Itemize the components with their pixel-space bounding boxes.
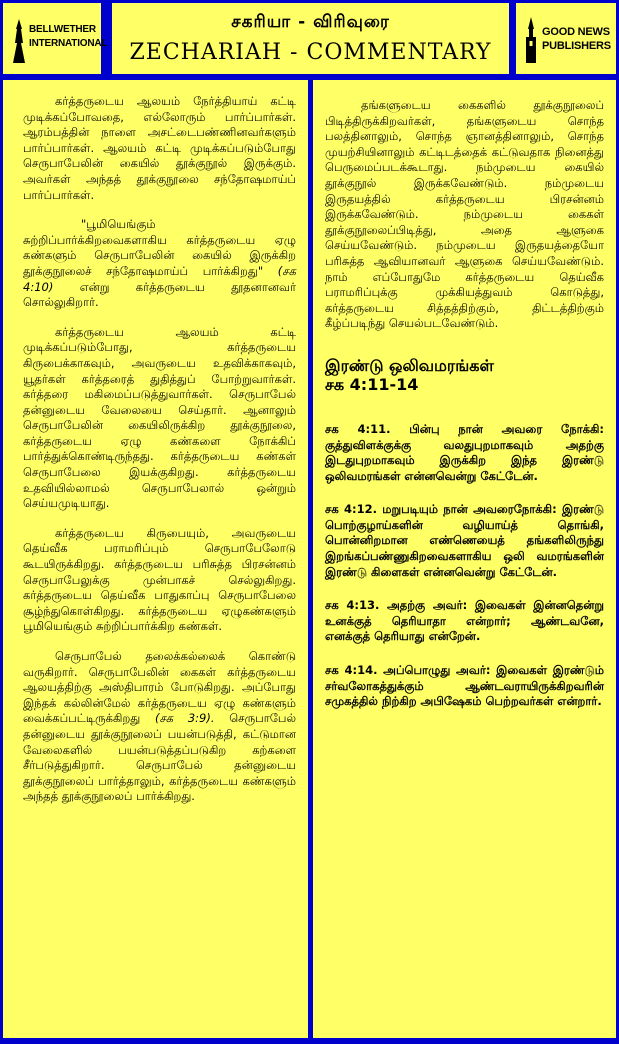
paragraph: கர்த்தருடைய ஆலயம் நேர்த்தியாய் கட்டி முடிக்கப்போவதை, எல்லோரும் பார்ப்பார்கள். ஆரம்பத்தின் நாளை அசட்டைபண்ணினவர்களும் பார்ப்பார்கள். ஆலயம் கட்டி முடிக்கப்படும்போது செருபாபேலின் கையில் தூக்குநூல் இருக்கும். அவர்கள் அந்தத் தூக்குநூலை சந்தோஷமாய்ப் பார்ப்பார்கள். — [23, 94, 296, 202]
verse-4-13: சக 4:13. அதற்கு அவர்: இவைகள் இன்னதென்று உனக்குத் தெரியாதா என்றார்; ஆண்டவனே, எனக்குத் தெரியாது என்றேன். — [325, 598, 604, 644]
right-column — [313, 80, 616, 1038]
title-tamil: சகரியா - விரிவுரை — [231, 12, 390, 32]
title-english: ZECHARIAH - COMMENTARY — [129, 40, 492, 65]
logo-text-line1: BELLWETHER — [29, 24, 96, 35]
good-news-logo — [516, 3, 616, 74]
paragraph: செருபாபேல் தலைக்கல்லைக் கொண்டு வருகிறார். செருபாபேலின் கைகள் கர்த்தருடைய ஆலயத்திற்கு அஸ்திபாரம் போடுகிறது. அப்போது இந்தக் கல்லின்மேல் கர்த்தருடைய ஏழு கண்களும் வைக்கப்பட்டிருக்கிறது (சக 3:9). செருபாபேல் தன்னுடைய தூக்குநூலைப் பயன்படுத்தி, கட்டுமான வேலைகளில் பயன்படுத்தப்படுகிற கற்களை சீர்படுத்துகிறார். செருபாபேல் தன்னுடைய தூக்குநூலைப் பார்த்தாலும், கர்த்தருடைய கண்களும் அந்தத் தூக்குநூலைப் பார்க்கிறது. — [23, 649, 296, 804]
church-tower-icon — [522, 17, 540, 63]
bellwether-logo — [3, 3, 108, 74]
verse-4-14: சக 4:14. அப்பொழுது அவர்: இவைகள் இரண்டும் சர்வலோகத்துக்கும் ஆண்டவராயிருக்கிறவரின் சமுகத்தில் நிற்கிற அபிஷேகம் பெற்றவர்கள் என்றார். — [325, 663, 604, 709]
scripture-reference: (சக 4:10) — [23, 263, 296, 294]
section-heading-title: இரண்டு ஒலிவமரங்கள் — [325, 355, 494, 375]
logo-text-line1: GOOD NEWS — [542, 26, 610, 38]
verse-4-11: சக 4:11. பின்பு நான் அவரை நோக்கி: குத்துவிளக்குக்கு வலதுபுறமாகவும் அதற்கு இடதுபுறமாகவும் இருக்கிற இந்த இரண்டு ஒலிவமரங்கள் என்னவென்று கேட்டேன். — [325, 421, 604, 483]
verse-4-12: சக 4:12. மறுபடியும் நான் அவரைநோக்கி: இரண்டு பொற்குழாய்களின் வழியாய்த் தொங்கி, பொன்னிறமான எண்ணெயைத் தங்களிலிருந்து இறங்கப்பண்ணுகிறவைகளாகிய ஒலி வமரங்களின் இரண்டு கிளைகள் என்னவென்று கேட்டேன். — [325, 502, 604, 579]
paragraph: கர்த்தருடைய ஆலயம் கட்டி முடிக்கப்படும்போது, கர்த்தருடைய கிருபைக்காகவும், அவருடைய உதவிக்காகவும், யூதர்கள் கர்த்தரைத் துதித்துப் போற்றுவார்கள். கர்த்தரை மகிமைப்படுத்துவார்கள். செருபாபேல் தன்னுடைய வேலையை செய்தார். ஆனாலும் செருபாபேலின் கையிலிருக்கிற தூக்குநூலை, கர்த்தருடைய ஏழு கண்களை நோக்கிப் பார்த்துக்கொண்டிருந்தது. கர்த்தருடைய கண்கள் செருபாபேலை இயக்குகிறது. கர்த்தருடைய உதவியில்லாமல் செருபாபேலால் ஒன்றும் செய்யமுடியாது. — [23, 324, 296, 511]
bell-tower-icon — [11, 19, 27, 63]
section-heading — [325, 356, 604, 394]
left-column — [3, 80, 308, 1038]
paragraph: கர்த்தருடைய கிருபையும், அவருடைய தெய்வீக பராமரிப்பும் செருபாபேலோடு கூடயிருக்கிறது. கர்த்தருடைய பரிசுத்த பிரசன்னம் செருபாபேலுக்கு முன்பாகச் செல்லுகிறது. கர்த்தருடைய தெய்வீக பாதுகாப்பு செருபாபேலை சூழ்ந்துகொள்கிறது. கர்த்தருடைய ஏழுகண்களும் பூமியெங்கும் சுற்றிப்பார்க்கிற கண்கள். — [23, 525, 296, 634]
scripture-reference: (சக 3:9). — [154, 711, 215, 726]
section-heading-reference: சக 4:11-14 — [325, 374, 419, 394]
page-header — [112, 3, 509, 74]
logo-text-line2: PUBLISHERS — [542, 40, 611, 52]
paragraph: தங்களுடைய கைகளில் தூக்குநூலைப் பிடித்திருக்கிறவர்கள், தங்களுடைய சொந்த பலத்தினாலும், சொந்த ஞானத்தினாலும், சொந்த முயற்சியினாலும் கட்டிடத்தைக் கட்டுவதாக நினைத்து பெருமைப்படக்கூடாது. நம்முடைய கையில் தூக்குநூல் இருக்கவேண்டும். நம்முடைய இருதயத்தில் கர்த்தருடைய பிரசன்னம் இருக்கவேண்டும். நம்முடைய கைகள் தூக்குநூலைப்பிடித்து, அதை ஆளுகை செய்யவேண்டும். நம்முடைய இருதயத்தையோ பரிசுத்த ஆவியானவர் ஆளுகை செய்யவேண்டும். நாம் எப்போதுமே கர்த்தருடைய தெய்வீக பராமரிப்புக்கு முக்கியத்துவம் கொடுத்து, கர்த்தருடைய சித்தத்திற்கும், திட்டத்திற்கும் கீழ்ப்படிந்து செயல்படவேண்டும். — [325, 98, 604, 331]
logo-text-line2: INTERNATIONAL — [29, 38, 108, 49]
paragraph: "பூமியெங்கும் சுற்றிப்பார்க்கிறவைகளாகிய கர்த்தருடைய ஏழு கண்களும் செருபாபேலின் கையில் இருக்கிற தூக்குநூலைச் சந்தோஷமாய்ப் பார்க்கிறது" (சக 4:10) என்று கர்த்தருடைய தூதனானவர் சொல்லுகிறார். — [23, 217, 296, 310]
